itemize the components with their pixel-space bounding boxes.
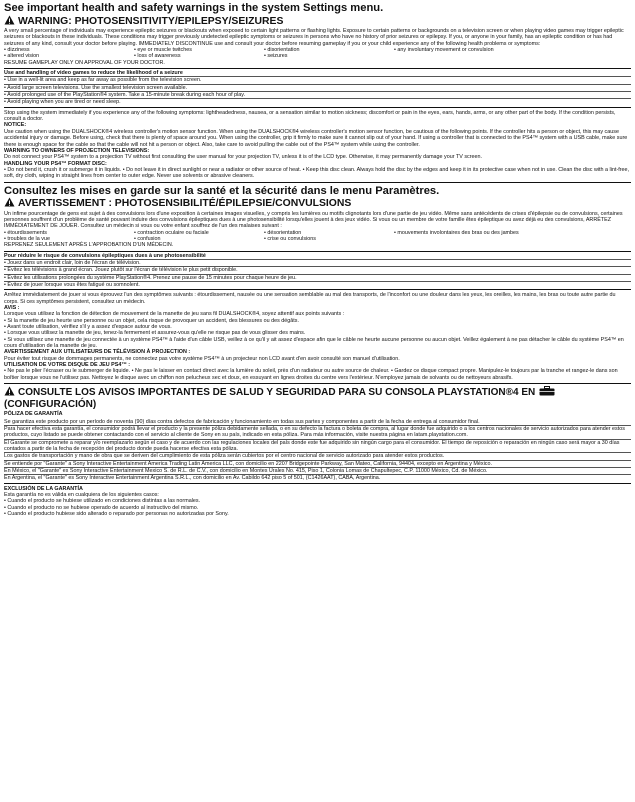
spanish-section [4, 386, 631, 517]
french-notice-lead: Lorsque vous utilisez la fonction de détection de mouvement de la manette de jeu sans fil DUALSHOCK®4, soyez attentif aux points suivants : [4, 311, 345, 318]
list-item: • Use in a well-lit area and keep as far away as possible from the television screen. [4, 77, 631, 84]
french-notice-title: AVIS : [4, 305, 20, 312]
french-intro: Un infime pourcentage de gens est sujet à des convulsions lors d'une exposition à certaines images visuelles, y compris les lumières ou motifs clignotants lors d'une partie de jeu vidéo. Même sans antécédents de crises d'épilepsie ou de convulsions, certaines personnes souffrent d'un problème de santé pouvant induire des convulsions épileptiques dues à une photosensibilité lorsqu'elles jouent à des jeux vidéo. Si vous ou un membre de votre famille êtes épileptique ou avez déjà eu des convulsions, ARRÊTEZ IMMÉDIATEMENT DE JOUER. Consultez un médecin si vous ou votre enfant souffrez de l'un des malaises suivant : [4, 210, 623, 230]
english-stop-text: Stop using the system immediately if you experience any of the following symptoms: lightheadedness, nausea, or a sensation similar to motion sickness; discomfort or pain in the eyes, ears, hands, arms, or any other part of the body. If the condition persists, consult a doctor. [4, 109, 616, 123]
spanish-exclusion-list [4, 498, 631, 517]
english-resume-note: RESUME GAMEPLAY ONLY ON APPROVAL OF YOUR DOCTOR. [4, 59, 165, 66]
english-projection-text: Do not connect your PS4™ system to a projection TV without first consulting the user manual for your projection TV, unless it is of the LCD type. Otherwise, it may permanently damage your TV screen. [4, 154, 482, 161]
spanish-paragraph: El Garante se compromete a reparar y/o reemplazarlo según el caso y de acuerdo con las regulaciones locales del país donde este fue adquirido sin ningún cargo para el consumidor. El tiempo de reposición o reparación en ningún caso será mayor a 30 días contados a partir de la fecha de recepción del producto donde pueda hacerse efectiva esta póliza. [4, 440, 631, 454]
list-item: • troubles de la vue [4, 236, 134, 242]
list-item: • Évitez de jouer lorsque vous êtes fatigué ou somnolent. [4, 282, 140, 288]
list-item: • Évitez les utilisations prolongées du système PlayStation®4. Prenez une pause de 15 minutes pour chaque heure de jeu. [4, 275, 631, 282]
list-item: • disorientation [264, 47, 394, 53]
french-warning-title [4, 197, 631, 210]
list-item: • Cuando el producto se hubiese utilizado en condiciones distintas a las normales. [4, 498, 631, 504]
english-intro: A very small percentage of individuals may experience epileptic seizures or blackouts when exposed to certain light patterns or flashing lights. Exposure to certain patterns or backgrounds on a television screen or when playing video games may trigger epileptic seizures or blackouts in these individuals. These conditions may trigger previously undetected epileptic symptoms or seizures in persons who have no history of prior seizures or epilepsy. If you, or anyone in your family, has an epileptic condition or has had seizures of any kind, consult your doctor before playing. IMMEDIATELY DISCONTINUE use and consult your doctor before resuming gameplay if you or your child experience any of the following health problems or symptoms: [4, 28, 624, 47]
french-resume-note: REPRENEZ SEULEMENT APRÈS L'APPROBATION D'UN MÉDECIN. [4, 242, 174, 249]
spanish-paragraph: En México, el "Garante" es Sony Interactive Entertainment Mexico S. de R.L. de C.V., con domicilio en Montes Urales No. 415, Piso 1, Colonia Lomas de Chapultepec, C.P. 11000 México, Cd. de México. [4, 468, 631, 475]
english-section [4, 2, 631, 180]
list-item-text: Jouez dans un endroit clair, loin de l'écran de télévision. [7, 259, 141, 266]
spanish-exclusion-title: EXCLUSIÓN DE LA GARANTÍA [4, 485, 83, 492]
section-divider [4, 182, 631, 183]
list-item-text: Évitez de jouer lorsque vous êtes fatigué ou somnolent. [7, 282, 140, 288]
english-reduce-title: Use and handling of video games to reduce the likelihood of a seizure [4, 70, 631, 77]
english-notice-title: NOTICE: [4, 122, 27, 129]
spanish-heading-text: CONSULTE LOS AVISOS IMPORTANTES DE SALUD Y SEGURIDAD PARA SU CONSOLA PLAYSTATION®4 EN [18, 387, 536, 399]
french-heading: Consultez les mises en garde sur la santé et la sécurité dans le menu Paramètres. [4, 184, 440, 197]
spanish-heading [4, 386, 631, 410]
french-notice-list [4, 318, 631, 350]
list-item: • Avoid large screen televisions. Use the smallest television screen available. [4, 85, 631, 92]
spanish-paragraph: Para hacer efectiva esta garantía, el consumidor podrá llevar el producto y la presente póliza debidamente sellada, o en su defecto la factura o boleta de compra, al lugar donde fue adquirido o a los centros nacionales de servicio autorizados para atender estos productos, cuyo listado se puede obtener contactando con el servicio al cliente de Sony en su país, indicado en esta póliza. Para más información, visite nuestra página en latam.playstation.com. [4, 426, 631, 440]
list-item-text: Avoid large screen televisions. Use the smallest television screen available. [7, 84, 188, 91]
list-item: • étourdissements [4, 230, 134, 236]
list-item: • confusion [134, 236, 264, 242]
warning-triangle-icon [4, 197, 15, 207]
english-warning-title-text: WARNING: PHOTOSENSITIVITY/EPILEPSY/SEIZURES [18, 15, 284, 27]
list-item-text: Avoid playing when you are tired or need sleep. [7, 99, 121, 106]
english-disc-text: • Do not bend it, crush it or submerge it in liquids. • Do not leave it in direct sunlight or near a radiator or other source of heat. • Keep this disc clean. Always hold the disc by the edges and keep it in its protective case when not in use. Clean the disc with a lint-free, soft, dry cloth, wiping in straight lines from center to outer edge. Never use solvents or abrasive cleaners. [4, 166, 630, 180]
french-warning-title-text: AVERTISSEMENT : PHOTOSENSIBILITÉ/ÉPILEPSIE/CONVULSIONS [18, 198, 352, 210]
spanish-heading-suffix: (CONFIGURACIÓN) [4, 398, 97, 410]
list-item: • dizziness [4, 47, 134, 53]
list-item: • Avant toute utilisation, vérifiez s'il y a assez d'espace autour de vous. [4, 324, 631, 330]
list-item: • loss of awareness [134, 53, 264, 59]
english-symptom-list [4, 47, 631, 60]
list-item: • seizures [264, 53, 394, 59]
french-disc-title: UTILISATION DE VOTRE DISQUE DE JEU PS4™ : [4, 362, 130, 369]
english-reduce-box [4, 68, 631, 108]
french-stop-text: Arrêtez immédiatement de jouer si vous éprouvez l'un des symptômes suivants : étourdissement, nausée ou une sensation semblable au mal des transports, de l'inconfort ou une douleur dans les yeux, les oreilles, les mains, les bras ou toute autre partie du corps. Si ces symptômes persistent, consultez un médecin. [4, 292, 616, 305]
section-divider [4, 383, 631, 384]
french-projection-text: Pour éviter tout risque de dommages permanents, ne connectez pas votre système PS4™ à un projecteur non LCD avant d'en avoir consulté son manuel d'utilisation. [4, 355, 400, 362]
spanish-paragraph: Se entiende por "Garante" a Sony Interactive Entertainment America Trading Latin America LLC, con domicilio en 2207 Bridgepointe Parkway, San Mateo, California, 94404, excepto en Argentina y México. [4, 461, 631, 468]
warning-triangle-icon [4, 15, 15, 25]
french-section [4, 185, 631, 382]
warning-triangle-icon [4, 386, 15, 396]
list-item-text: Évitez les utilisations prolongées du système PlayStation®4. Prenez une pause de 15 minutes pour chaque heure de jeu. [7, 274, 297, 281]
spanish-paragraph: Los gastos de transportación y mano de obra que se deriven del cumplimiento de esta póliza serán cubiertos por el centro nacional de servicio autorizado para atender estos productos. [4, 453, 631, 460]
list-item: • eye or muscle twitches [134, 47, 264, 53]
list-item: • Si la manette de jeu heurte une personne ou un objet, cela risque de provoquer un accident, des blessures ou des dégâts. [4, 318, 631, 324]
list-item: • Avoid prolonged use of the PlayStation®4 system. Take a 15-minute break during each hour of play. [4, 92, 631, 99]
list-item: • Avoid playing when you are tired or need sleep. [4, 99, 121, 106]
list-item-text: Évitez les télévisions à grand écran. Jouez plutôt sur l'écran de télévision le plus petit disponible. [7, 267, 238, 274]
list-item: • Évitez les télévisions à grand écran. Jouez plutôt sur l'écran de télévision le plus petit disponible. [4, 267, 631, 274]
spanish-paragraph: Se garantiza este producto por un período de noventa (90) días contra defectos de fabricación y funcionamiento en todas sus partes y componentes a partir de la fecha de entrega al consumidor final. [4, 419, 631, 426]
list-item: • Cuando el producto no se hubiese operado de acuerdo al instructivo del mismo. [4, 505, 631, 511]
spanish-paragraph: En Argentina, el "Garante" es Sony Interactive Entertainment Argentina S.R.L., con domicilio en Av. Cabildo 642 piso 5 of 501, (C1426AAT), CABA, Argentina. [4, 475, 381, 482]
list-item: • Cuando el producto hubiese sido alterado o reparado por personas no autorizadas por Sony. [4, 511, 631, 517]
list-item: • Jouez dans un endroit clair, loin de l'écran de télévision. [4, 260, 631, 267]
english-disc-title: HANDLING YOUR PS4™ FORMAT DISC: [4, 160, 107, 167]
english-warning-title [4, 15, 631, 28]
list-item: • Si vous utilisez une manette de jeu connectée à un système PS4™ à l'aide d'un câble USB, veillez à ce qu'il y ait assez d'espace afin que le câble ne heurte aucune personne ou aucun objet. Veillez également à ne pas détacher le câble du système PS4™ en cours d'utilisation de la manette de jeu. [4, 337, 631, 350]
list-item: • altered vision [4, 53, 134, 59]
spanish-warranty-box [4, 418, 631, 484]
french-reduce-title: Pour réduire le risque de convulsions épileptiques dues à une photosensibilité [4, 253, 631, 260]
french-symptom-list [4, 230, 631, 243]
list-item-text: Use in a well-lit area and keep as far away as possible from the television screen. [7, 77, 202, 84]
french-disc-text: • Ne pas le plier l'écraser ou le submerger de liquide. • Ne pas le laisser en contact direct avec la lumière du soleil, près d'un radiateur ou autre source de chaleur. • Gardez ce disque compact propre. Manipulez-le toujours par la tranche et rangez-le dans son boîtier lorsque vous ne l'utilisez pas. Nettoyez le disque avec un chiffon non pelucheux sec et doux, en essuyant en lignes droites du centre vers l'extérieur. N'employez jamais de solvants ou de nettoyeurs abrasifs. [4, 368, 618, 381]
list-item: • désorientation [264, 230, 394, 236]
french-reduce-box [4, 251, 631, 291]
list-item: • any involuntary movement or convulsion [394, 47, 631, 53]
english-heading: See important health and safety warnings in the system Settings menu. [4, 2, 384, 14]
list-item: • mouvements involontaires des bras ou des jambes [394, 230, 631, 236]
spanish-exclusion-lead: Esta garantía no es válida en cualquiera de los siguientes casos: [4, 491, 159, 498]
english-projection-title: WARNING TO OWNERS OF PROJECTION TELEVISIONS: [4, 147, 150, 154]
list-item: • crise ou convulsions [264, 236, 394, 242]
toolbox-settings-icon [539, 386, 555, 396]
list-item-text: Avoid prolonged use of the PlayStation®4 system. Take a 15-minute break during each hour of play. [7, 92, 246, 99]
list-item: • contraction oculaire ou faciale [134, 230, 264, 236]
list-item: • Lorsque vous utilisez la manette de jeu, tenez-la fermement et assurez-vous qu'elle ne risque pas de vous glisser des mains. [4, 330, 631, 336]
english-notice-text: Use caution when using the DUALSHOCK®4 wireless controller's motion sensor function. When using the DUALSHOCK®4 wireless controller's motion sensor function, be cautious of the following points. If the controller hits a person or object, this may cause accidental injury or damage. Before using, check that there is plenty of space around you. When using the controller, grip it firmly to make sure it cannot slip out of your hand. If using a controller that is connected to the PS4™ system with a USB cable, make sure there is enough space for the cable so that the cable will not hit a person or object. Also, take care to avoid pulling the cable out of the PS4™ system while using the controller. [4, 128, 628, 148]
spanish-warranty-title: PÓLIZA DE GARANTÍA [4, 411, 63, 418]
french-projection-title: AVERTISSEMENT AUX UTILISATEURS DE TÉLÉVISION À PROJECTION : [4, 349, 191, 356]
